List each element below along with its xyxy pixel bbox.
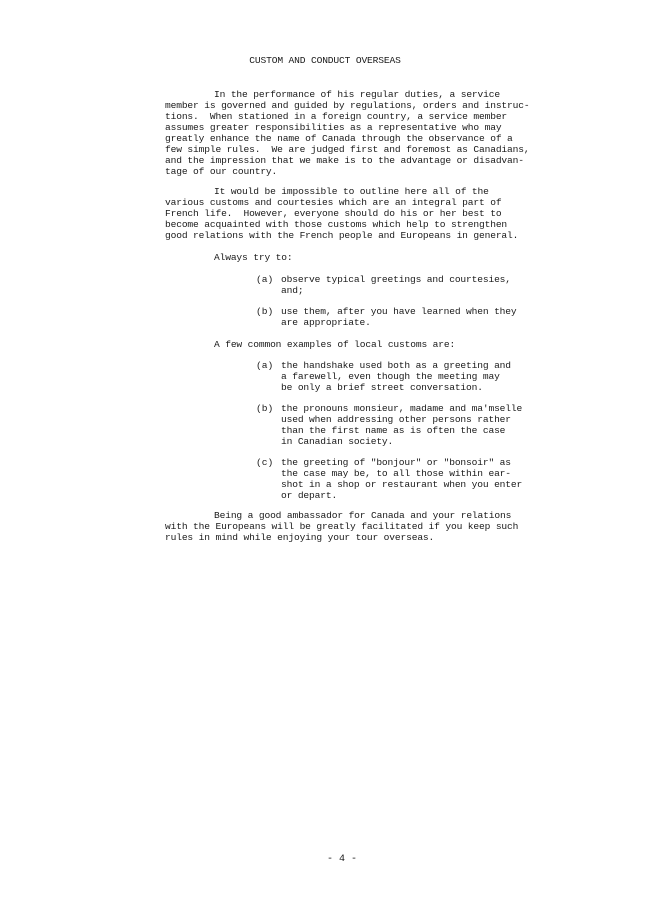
paragraph-line: rules in mind while enjoying your tour overseas. bbox=[165, 532, 435, 543]
always-intro: Always try to: bbox=[214, 252, 293, 263]
item-line: a farewell, even though the meeting may bbox=[281, 371, 500, 382]
item-line: and; bbox=[281, 285, 304, 296]
paragraph-line: It would be impossible to outline here all of the bbox=[214, 186, 489, 197]
item-line: than the first name as is often the case bbox=[281, 425, 506, 436]
page-number: - 4 - bbox=[326, 854, 357, 865]
item-line: are appropriate. bbox=[281, 317, 371, 328]
paragraph-line: member is governed and guided by regulations, orders and instruc- bbox=[165, 100, 530, 111]
item-line: the greeting of "bonjour" or "bonsoir" as bbox=[281, 457, 511, 468]
paragraph-line: various customs and courtesies which are an integral part of bbox=[165, 197, 502, 208]
paragraph-line: greatly enhance the name of Canada through the observance of a bbox=[165, 133, 513, 144]
item-line: use them, after you have learned when they bbox=[281, 306, 517, 317]
paragraph-line: tions. When stationed in a foreign country, a service member bbox=[165, 111, 508, 122]
item-line: shot in a shop or restaurant when you enter bbox=[281, 479, 523, 490]
examples-intro: A few common examples of local customs are: bbox=[214, 339, 456, 350]
paragraph-line: good relations with the French people and Europeans in general. bbox=[165, 230, 519, 241]
item-marker: (b) bbox=[256, 403, 274, 414]
paragraph-line: In the performance of his regular duties, a service bbox=[214, 89, 500, 100]
paragraph-line: and the impression that we make is to the advantage or disadvan- bbox=[165, 155, 524, 166]
item-marker: (a) bbox=[256, 360, 274, 371]
paragraph-line: become acquainted with those customs which help to strengthen bbox=[165, 219, 508, 230]
paragraph-line: with the Europeans will be greatly facilitated if you keep such bbox=[165, 521, 519, 532]
item-line: the handshake used both as a greeting and bbox=[281, 360, 511, 371]
item-line: the pronouns monsieur, madame and ma'mselle bbox=[281, 403, 523, 414]
item-line: in Canadian society. bbox=[281, 436, 394, 447]
item-line: observe typical greetings and courtesies, bbox=[281, 274, 511, 285]
item-marker: (c) bbox=[256, 457, 274, 468]
item-line: the case may be, to all those within ear- bbox=[281, 468, 511, 479]
paragraph-line: French life. However, everyone should do his or her best to bbox=[165, 208, 502, 219]
item-line: be only a brief street conversation. bbox=[281, 382, 483, 393]
item-line: used when addressing other persons rather bbox=[281, 414, 511, 425]
item-marker: (a) bbox=[256, 274, 274, 285]
item-line: or depart. bbox=[281, 490, 338, 501]
paragraph-line: assumes greater responsibilities as a representative who may bbox=[165, 122, 502, 133]
paragraph-line: few simple rules. We are judged first and foremost as Canadians, bbox=[165, 144, 530, 155]
paragraph-line: tage of our country. bbox=[165, 166, 278, 177]
paragraph-line: Being a good ambassador for Canada and your relations bbox=[214, 510, 512, 521]
item-marker: (b) bbox=[256, 306, 274, 317]
document-title: CUSTOM AND CONDUCT OVERSEAS bbox=[249, 55, 401, 66]
